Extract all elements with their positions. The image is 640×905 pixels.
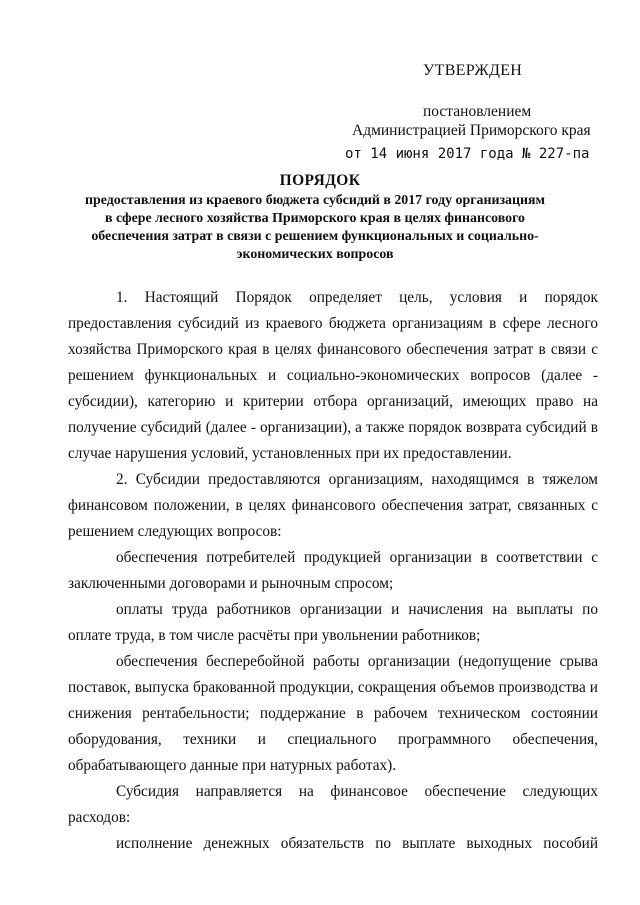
document-body: [68, 285, 598, 857]
issuing-authority: Администрацией Приморского края: [352, 122, 591, 139]
paragraph-7: исполнение денежных обязательств по выплате выходных пособий: [116, 835, 598, 852]
paragraph-5: обеспечения бесперебойной работы организации (недопущение срыва поставок, выпуска бракованной продукции, сокращения объемов производства и снижения рентабельности; поддержание в рабочем техническом состоянии оборудования, техники и специального программного обеспечения, обрабатывающего данные при натурных работах).: [68, 653, 598, 774]
paragraph-4: оплаты труда работников организации и начисления на выплаты по оплате труда, в том числе расчёты при увольнении работников;: [68, 601, 598, 644]
paragraph-2: 2. Субсидии предоставляются организациям, находящимся в тяжелом финансовом положении, в целях финансового обеспечения затрат, связанных с решением следующих вопросов:: [68, 471, 598, 540]
paragraph-6: Субсидия направляется на финансовое обеспечение следующих расходов:: [68, 783, 598, 826]
paragraph-1: 1. Настоящий Порядок определяет цель, условия и порядок предоставления субсидий из краевого бюджета организациям в сфере лесного хозяйства Приморского края в целях финансового обеспечения затрат в связи с решением функциональных и социально-экономических вопросов (далее - субсидии), категорию и критерии отбора организаций, имеющих право на получение субсидий (далее - организации), а также порядок возврата субсидий в случае нарушения условий, установленных при их предоставлении.: [68, 289, 598, 462]
document-title: ПОРЯДОК: [279, 172, 361, 189]
approved-stamp: УТВЕРЖДЕН: [423, 62, 523, 79]
paragraph-3: обеспечения потребителей продукцией организации в соответствии с заключенными договорами и рыночным спросом;: [68, 549, 598, 592]
document-subtitle: предоставления из краевого бюджета субсидий в 2017 году организациям в сфере лесного хозяйства Приморского края в целях финансового обеспечения затрат в связи с решением функциональных и социально-экономических вопросов: [85, 193, 545, 262]
decree-line: постановлением: [423, 103, 532, 120]
decree-date-number: от 14 июня 2017 года № 227-па: [345, 146, 590, 162]
